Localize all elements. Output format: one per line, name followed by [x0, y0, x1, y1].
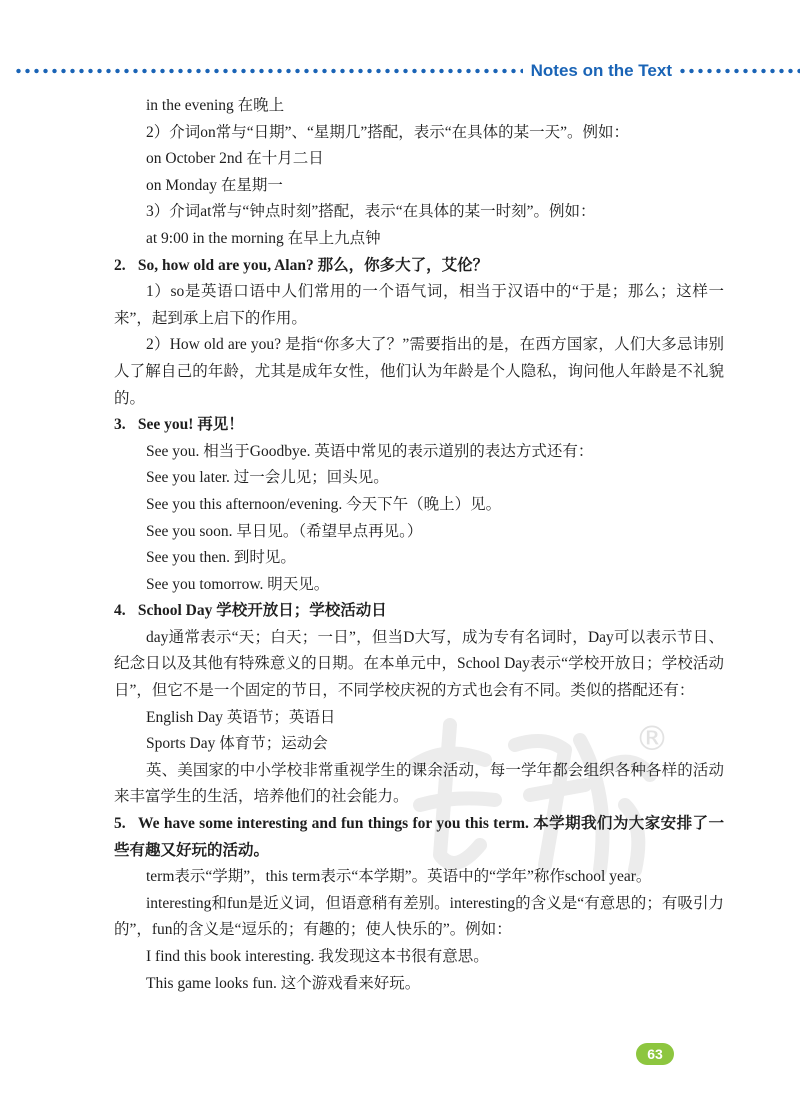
- header-dotted-rule-left: [14, 68, 523, 74]
- paragraph: 2）How old are you? 是指“你多大了？”需要指出的是，在西方国家，人们大多忌讳别人了解自己的年龄，尤其是成年女性，他们认为年龄是个人隐私，询问他人年龄是不礼貌的。: [114, 336, 724, 407]
- section-title: See you! 再见！: [137, 416, 244, 434]
- section-number: 3.: [114, 416, 126, 434]
- running-header: [14, 58, 800, 84]
- text-line: See you. 相当于Goodbye. 英语中常见的表示道别的表达方式还有：: [146, 442, 594, 460]
- paragraph: 英、美国家的中小学校非常重视学生的课余活动，每一学年都会组织各种各样的活动来丰富学生的生活，培养他们的社会能力。: [114, 761, 724, 806]
- text-line: 3）介词at常与“钟点时刻”搭配，表示“在具体的某一时刻”。例如：: [146, 203, 596, 221]
- text-line: in the evening 在晚上: [146, 97, 285, 114]
- text-line: at 9:00 in the morning 在早上九点钟: [146, 229, 381, 247]
- text-line: on October 2nd 在十月二日: [146, 150, 324, 168]
- section-number: 5.: [114, 815, 126, 833]
- header-title: Notes on the Text: [530, 61, 672, 80]
- paragraph: day通常表示“天；白天；一日”，但当D大写，成为专有名词时，Day可以表示节日、纪念日以及其他有特殊意义的日期。在本单元中，School Day表示“学校开放日；学校活动日”，但它不是一个固定的节日，不同学校庆祝的方式也会有不同。类似的搭配还有：: [114, 628, 724, 700]
- text-line: See you soon. 早日见。（希望早点再见。）: [146, 522, 423, 540]
- registered-mark: ®: [635, 719, 669, 759]
- section-heading-5: [114, 811, 724, 864]
- text-line: See you later. 过一会儿见；回头见。: [146, 469, 389, 487]
- section-heading-4: [114, 598, 724, 625]
- text-line: 2）介词on常与“日期”、“星期几”搭配，表示“在具体的某一天”。例如：: [146, 123, 630, 141]
- section-heading-2: [114, 253, 724, 280]
- header-dotted-rule-right: [678, 68, 800, 74]
- section-number: 2.: [114, 256, 126, 274]
- page-number: 63: [636, 1043, 674, 1065]
- notes-content: [114, 93, 724, 997]
- text-line: Sports Day 体育节；运动会: [146, 735, 328, 753]
- section-title: So, how old are you, Alan? 那么，你多大了，艾伦？: [137, 256, 489, 274]
- text-line: on Monday 在星期一: [146, 176, 283, 194]
- section-number: 4.: [114, 602, 126, 620]
- section-heading-3: [114, 412, 724, 439]
- section-title: We have some interesting and fun things for you this term. 本学期我们为大家安排了一些有趣又好玩的活动。: [114, 815, 724, 859]
- text-line: See you then. 到时见。: [146, 549, 296, 567]
- text-line: This game looks fun. 这个游戏看来好玩。: [146, 974, 421, 992]
- text-line: term表示“学期”，this term表示“本学期”。英语中的“学年”称作school year。: [146, 868, 652, 886]
- text-line: See you this afternoon/evening. 今天下午（晚上）见。: [146, 495, 502, 513]
- section-title: School Day 学校开放日；学校活动日: [137, 602, 387, 620]
- paragraph: 1）so是英语口语中人们常用的一个语气词，相当于汉语中的“于是；那么；这样一来”，起到承上启下的作用。: [114, 283, 724, 327]
- text-line: I find this book interesting. 我发现这本书很有意思。: [146, 948, 489, 965]
- text-line: See you tomorrow. 明天见。: [146, 575, 330, 593]
- paragraph: interesting和fun是近义词，但语意稍有差别。interesting的含义是“有意思的；有吸引力的”，fun的含义是“逗乐的；有趣的；使人快乐的”。例如：: [114, 894, 724, 939]
- text-line: English Day 英语节；英语日: [146, 708, 336, 726]
